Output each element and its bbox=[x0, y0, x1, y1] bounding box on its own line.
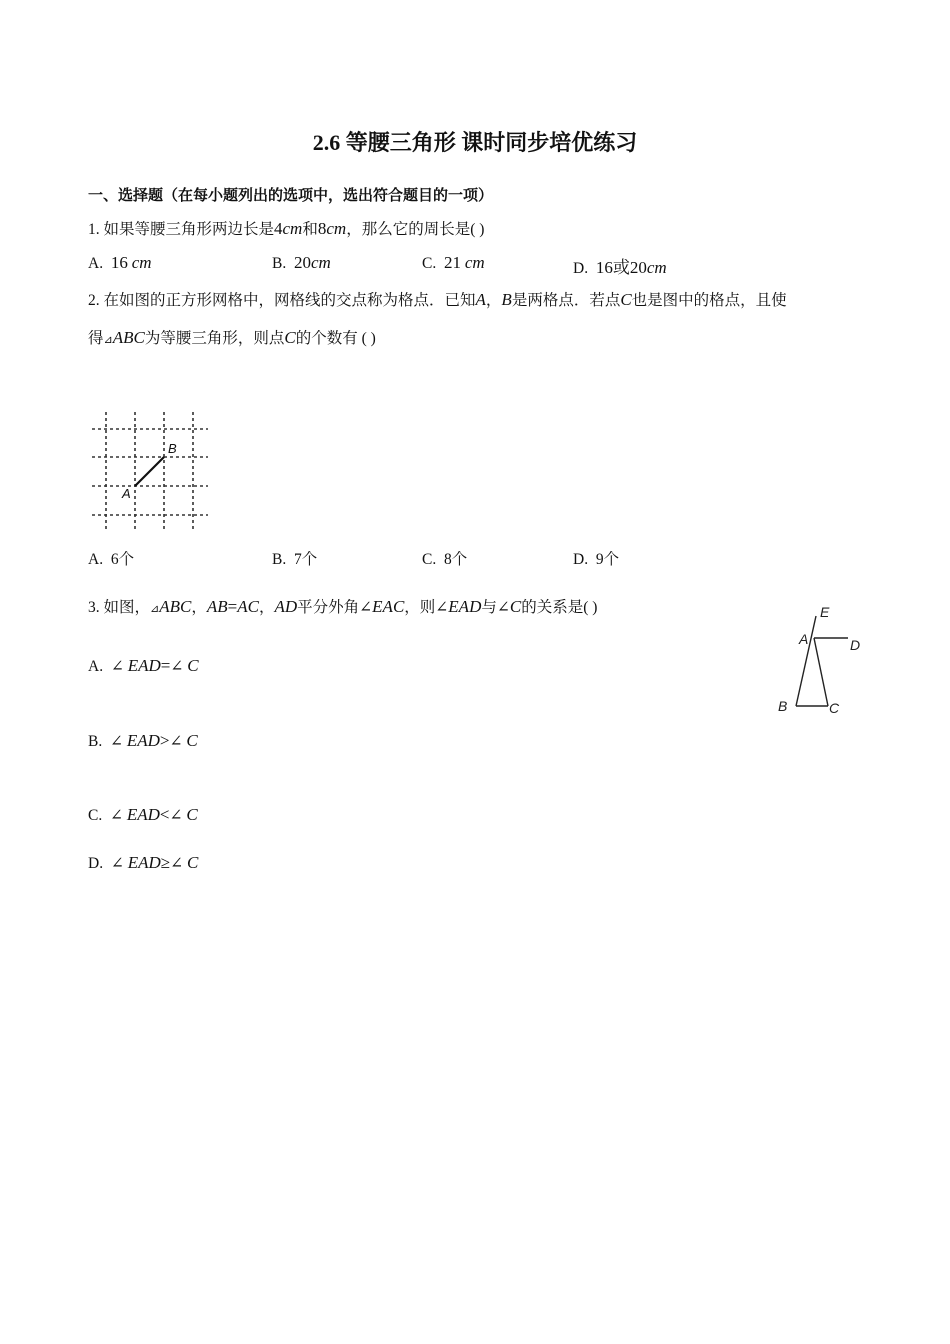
option-value: 21 bbox=[443, 253, 461, 272]
fig-label-a: A bbox=[799, 631, 809, 647]
segment-ab bbox=[135, 457, 164, 486]
option-relation: ≥ bbox=[160, 853, 171, 872]
q2-text: 也是图中的格点，且使 bbox=[631, 292, 787, 309]
q2-point-c: C bbox=[620, 290, 632, 309]
option-label: C. bbox=[88, 807, 103, 824]
option-label: D. bbox=[88, 855, 104, 872]
angle-symbol: ∠ bbox=[169, 807, 183, 824]
grid-label-b: B bbox=[168, 441, 177, 456]
option-c: C bbox=[187, 656, 199, 675]
q2-text: 是两格点．若点 bbox=[511, 292, 621, 309]
q3-comma: ， bbox=[258, 599, 275, 616]
option-c: C bbox=[186, 805, 198, 824]
q3-text: 的关系是( ) bbox=[521, 599, 598, 616]
triangle-figure bbox=[772, 600, 872, 722]
q3-text: ，则 bbox=[404, 599, 436, 616]
angle-symbol: ∠ bbox=[170, 658, 184, 675]
q1-prefix: 1. 如果等腰三角形两边长是 bbox=[88, 221, 275, 238]
q1-mid: 和 bbox=[302, 221, 318, 238]
q1-unit-2: cm bbox=[326, 219, 347, 238]
q3-option-a[interactable] bbox=[88, 656, 199, 676]
option-unit: cm bbox=[310, 253, 331, 272]
option-relation: = bbox=[160, 656, 171, 675]
angle-symbol: ∠ bbox=[435, 599, 449, 616]
q3-equals: = bbox=[227, 597, 238, 616]
q2-point-b: B bbox=[501, 290, 512, 309]
option-value: 16或20 bbox=[595, 258, 647, 277]
question-2-line-2 bbox=[88, 326, 376, 348]
q1-option-c[interactable] bbox=[422, 253, 485, 273]
option-c: C bbox=[186, 731, 198, 750]
angle-symbol: ∠ bbox=[109, 807, 123, 824]
option-value: 6个 bbox=[110, 551, 135, 568]
q1-option-a[interactable] bbox=[88, 253, 152, 273]
angle-symbol: ∠ bbox=[169, 733, 183, 750]
q3-option-b[interactable] bbox=[88, 731, 198, 751]
q1-unit-1: cm bbox=[282, 219, 303, 238]
q3-c: C bbox=[509, 597, 522, 616]
angle-symbol: ∠ bbox=[359, 599, 373, 616]
q3-ead: EAD bbox=[448, 597, 482, 616]
angle-symbol: ∠ bbox=[109, 733, 123, 750]
q1-option-d[interactable] bbox=[573, 253, 667, 278]
option-label: D. bbox=[573, 260, 589, 277]
q3-triangle-abc: ABC bbox=[159, 597, 192, 616]
triangle-symbol: ⊿ bbox=[103, 334, 113, 346]
q3-text: 3. 如图， bbox=[88, 599, 151, 616]
option-unit: cm bbox=[646, 258, 667, 277]
q2-point-a: A bbox=[475, 290, 486, 309]
q2-triangle-abc: ABC bbox=[112, 328, 145, 347]
option-label: C. bbox=[422, 255, 437, 272]
q3-text: 与 bbox=[481, 599, 497, 616]
option-ead: EAD bbox=[127, 853, 161, 872]
option-label: A. bbox=[88, 658, 104, 675]
q2-text: 为等腰三角形，则点 bbox=[144, 330, 285, 347]
q1-suffix: ，那么它的周长是( ) bbox=[346, 221, 485, 238]
option-unit: cm bbox=[131, 253, 152, 272]
q2-option-a[interactable] bbox=[88, 547, 134, 569]
q2-option-d[interactable] bbox=[573, 547, 619, 569]
angle-symbol: ∠ bbox=[110, 855, 124, 872]
grid-label-a: A bbox=[122, 486, 131, 501]
option-value: 16 bbox=[110, 253, 128, 272]
fig-label-b: B bbox=[778, 698, 788, 714]
option-relation: > bbox=[159, 731, 170, 750]
option-ead: EAD bbox=[126, 805, 160, 824]
section-heading: 一、选择题（在每小题列出的选项中，选出符合题目的一项） bbox=[88, 186, 494, 204]
option-value: 8个 bbox=[443, 551, 468, 568]
fig-label-d: D bbox=[850, 637, 861, 653]
q2-text: 的个数有 ( ) bbox=[295, 330, 376, 347]
q3-eac: EAC bbox=[372, 597, 405, 616]
q2-text: 得 bbox=[88, 330, 104, 347]
q1-value-2: 8 bbox=[317, 219, 327, 238]
q2-point-c: C bbox=[284, 328, 296, 347]
q3-option-c[interactable] bbox=[88, 805, 198, 825]
q2-text: 2. 在如图的正方形网格中，网格线的交点称为格点．已知 bbox=[88, 292, 476, 309]
option-label: C. bbox=[422, 551, 437, 568]
question-2-line-1 bbox=[88, 288, 787, 310]
segment-ac bbox=[814, 638, 828, 706]
question-3 bbox=[88, 595, 597, 617]
question-1 bbox=[88, 217, 484, 239]
q3-ab: AB bbox=[206, 597, 228, 616]
option-label: B. bbox=[272, 255, 287, 272]
option-label: A. bbox=[88, 255, 104, 272]
triangle-symbol: ⊿ bbox=[150, 603, 160, 615]
fig-label-c: C bbox=[829, 700, 840, 716]
option-value: 9个 bbox=[595, 551, 620, 568]
option-label: B. bbox=[272, 551, 287, 568]
q3-ac: AC bbox=[237, 597, 259, 616]
angle-symbol: ∠ bbox=[110, 658, 124, 675]
option-value: 20 bbox=[293, 253, 311, 272]
option-label: A. bbox=[88, 551, 104, 568]
option-label: D. bbox=[573, 551, 589, 568]
q3-comma: ， bbox=[191, 599, 207, 616]
q2-comma: ， bbox=[485, 292, 502, 309]
option-c: C bbox=[186, 853, 199, 872]
option-ead: EAD bbox=[126, 731, 160, 750]
option-unit: cm bbox=[464, 253, 485, 272]
q2-option-b[interactable] bbox=[272, 547, 317, 569]
q3-text: 平分外角 bbox=[297, 599, 360, 616]
grid-figure bbox=[88, 408, 212, 534]
fig-label-e: E bbox=[820, 604, 830, 620]
q3-option-d[interactable] bbox=[88, 853, 198, 873]
q2-option-c[interactable] bbox=[422, 547, 467, 569]
angle-symbol: ∠ bbox=[170, 855, 184, 872]
segment-ea-b bbox=[796, 616, 816, 706]
option-ead: EAD bbox=[127, 656, 161, 675]
page-title: 2.6 等腰三角形 课时同步培优练习 bbox=[312, 130, 638, 155]
option-value: 7个 bbox=[293, 551, 318, 568]
option-label: B. bbox=[88, 733, 103, 750]
q1-value-1: 4 bbox=[274, 219, 283, 238]
q1-option-b[interactable] bbox=[272, 253, 331, 273]
option-relation: < bbox=[159, 805, 170, 824]
angle-symbol: ∠ bbox=[496, 599, 510, 616]
q3-ad: AD bbox=[274, 597, 298, 616]
